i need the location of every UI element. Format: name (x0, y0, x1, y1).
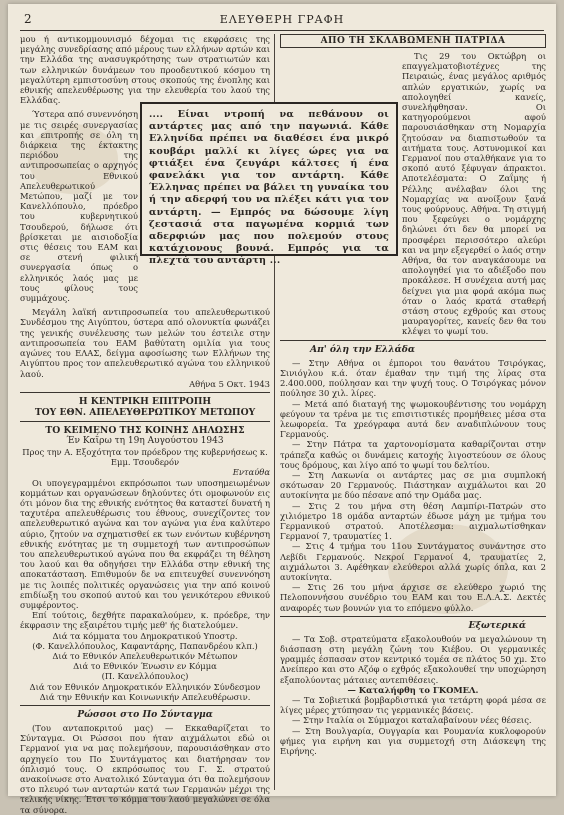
news-headline: — Καταλήφθη το ΓΚΟΜΕΛ. (347, 684, 479, 695)
page-header (8, 10, 556, 28)
section-title: Εξωτερικά (468, 619, 526, 631)
section-rule (20, 421, 270, 422)
section-title: Απ' όλη την Ελλάδα (310, 343, 415, 355)
news-item: — Στις 2 του μήνα στη θέση Λαμπίρι-Πατρών στο χιλιόμετρο 18 ομάδα ανταρτών έδωσε μάχη με τμήμα του Γερμανικού στρατού. Αποτέλεσμα: αιχμαλωτίσθηκαν Γερμανοί 7, τραυματίες 1. (280, 500, 546, 542)
left-paragraph-2: Ύστερα από συνεννόηση με τις σειρές συνεργασίας και επιτροπής σε όλη τη διάρκεια της έκτακτης περιόδου της αντιπροσωπείας ο αρχηγός του Εθνικού Απελευθερωτικού Μετώπου, μαζί με τον Κανελλόπουλο, πρόεδρο του κυβερνητικού Τσουδερού, δήλωσε ότι βρίσκεται με αισιοδοξία στις θέσεις του ΕΑΜ και σε στενή φιλική συνεργασία όπως ο ελληνικός λαός μας με τους φίλους τους συμμάχους. (20, 109, 138, 304)
ce-signatory: (Π. Κανελλόπουλος) (101, 671, 189, 682)
news-item: — Στην Ιταλία οι Σύμμαχοι καταλαβαίνουν νέες θέσεις. (292, 715, 532, 726)
page-number: 2 (24, 12, 33, 26)
section-rule (20, 705, 270, 706)
ce-signatory: Διά τα κόμματα του Δημοκρατικού Υποστρ. (52, 630, 238, 641)
news-item: — Στις 26 του μήνα άρχισε σε ελεύθερο χωριό της Πελοποννήσου συνέδριο του ΕΑΜ και του Ε.Λ.Α.Σ. Δεκτές αναφορές των βουνών για το επόμενο φύλλο. (280, 582, 546, 613)
header-rule (20, 30, 544, 31)
news-item: — Μετά από διαταγή της ψωμοκουβέντισης του νομάρχη φεύγουν τα τρένα με τις επισιτιστικές προμήθειες μέσα στα λεωφορεία. Τα χρεόγραφα αυτά δεν αναδιπλώνουν τους Γερμανούς. (280, 398, 546, 440)
section-rule (280, 340, 546, 341)
ce-title-3: ΤΟ ΚΕΙΜΕΝΟ ΤΗΣ ΚΟΙΝΗΣ ΔΗΛΩΣΗΣ (45, 424, 245, 436)
box-title: ΑΠΟ ΤΗ ΣΚΛΑΒΩΜΕΝΗ ΠΑΤΡΙΔΑ (280, 34, 546, 48)
ce-body: Οι υπογεγραμμένοι εκπρόσωποι των υποσημειωμένων κομμάτων και οργανώσεων δηλούντες ότι ομοφωνούν εις ότι μόνον δια της εθνικής ενότητος θα καταστεί δυνατή η ταχυτέρα απελευθέρωσις του έθνους, συνεχίζοντες τον απελευθερωτικό αγώνα και τον αγώνα για ένα καλύτερο αύριο, ζητούν να σχηματισθεί εκ των ενόντων κυβέρνηση εθνικής ενότητας με τη συμμετοχή των αντιπροσώπων του απελευθερωτικού αγώνα που θα εκφράζει τη θέληση του λαού και θα οδηγήσει την Ελλάδα στην εθνική της αποκατάσταση. Επιθυμούν δε να επιτευχθεί συνεννόηση με τις λοιπές πολιτικές οργανώσεις για την από κοινού επιδίωξη του σκοπού αυτού και του γενικότερου εθνικού συμφέροντος. (20, 477, 270, 610)
ce-signatory: Διά το Εθνικόν Απελευθερωτικόν Μέτωπον (52, 650, 238, 661)
ce-signatory: Διά την Εθνικήν και Κοινωνικήν Απελευθέρωσιν. (39, 691, 251, 702)
sub-heading: Ρώσσοι στο Πο Σύνταγμα (77, 708, 213, 720)
section-rule (20, 392, 270, 393)
ce-signatory: Διά τον Εθνικόν Δημοκρατικόν Ελληνικόν Σύνδεσμον (29, 681, 261, 692)
callout-box: .... Είναι ντροπή να πεθάνουν οι αντάρτες μας από την παγωνιά. Κάθε Ελληνίδα πρέπει να διαθέσει ένα μικρό κουβάρι μαλλί κι λίγες ώρες για να φτιάξει ένα ζευγάρι κάλτσες ή ένα φανελάκι για τον αντάρτη. Κάθε Έλληνας πρέπει να βάλει τη γυναίκα του ή την αδερφή του να πλέξει κάτι για τον αντάρτη. — Εμπρός να δώσουμε λίγη ζεστασιά στα παγωμένα κορμιά των αδερφιών μας που πολεμούν στους κατάχιονους βουνά. Εμπρός για τα πλεχτά του αντάρτη ... (140, 102, 398, 256)
ce-addressee: Προς την Α. Εξοχότητα τον πρόεδρον της κυβερνήσεως κ. Εμμ. Τσουδερόν (22, 446, 268, 468)
masthead-title: ΕΛΕΥΘΕΡΗ ΓΡΑΦΗ (219, 12, 345, 26)
left-paragraph-3: Μεγάλη λαϊκή αντιπροσωπεία του απελευθερωτικού Συνδέσμου της Αιγύπτου, ύστερα από ολονυκτία φωνάζει της γενικής συνέλευσης των μελών του έστειλε στην αντιπροσωπεία του ΕΑΜ βαθύτατη ομιλία για τους αγώνες του ΕΛΑΣ, δείγμα αφοσίωσης των Ελλήνων της Αιγύπτου προς τον απελευθερωτικό αγώνα του ελληνικού λαού. (20, 307, 270, 379)
ce-body-2: Επί τούτοις, δεχθήτε παρακαλούμεν, κ. πρόεδρε, την έκφρασιν της εξαιρέτου τιμής μεθ' ής διατελούμεν. (20, 610, 270, 631)
ce-dateline: Έν Καΐρω τη 19η Αυγούστου 1943 (66, 435, 224, 446)
ce-title-2: ΤΟΥ ΕΘΝ. ΑΠΕΛΕΥΘΕΡΩΤΙΚΟΥ ΜΕΤΩΠΟΥ (34, 406, 256, 418)
right-paragraph-1: Τις 29 του Οκτώβρη οι επαγγελματοβιοτέχνες της Πειραιώς, ένας μεγάλος αριθμός απλών εργατικών, χωρίς να απολογηθεί κανείς, συνελήφθησαν. Οι κατηγορούμενοι αφού παρουσιάσθηκαν στη Νομαρχία ζητούσαν να διαπιστωθούν τα αιτήματα τους. Αστυνομικοί και Γερμανοί που σταλθήκανε για το σκοπό αυτό ξέφυγαν άπρακτοι. Αποτελέσματα: Ο Ζαΐμης ή Ρέλλης ανέλαβαν όλοι της Νομαρχίας να ανοίξουν ξανά τους φούρνους. Αθήνα. Τη στιγμή που ξεφεύγει ο νομάρχης δηλώνει ότι δεν θα μπορεί να προσφέρει περισσότερο αλεύρι και να μην εξεγερθεί ο λαός στην Αθήνα, θα τον αναγκάσουμε να απολογηθεί για το αδιέξοδο που προκάλεσε. Η συνέχεια αυτή μας δείχνει για μια φορά ακόμα πως όταν ο λαός κρατά σταθερή στάση στους εχθρούς και στους μαυραγορίτες, κανείς δεν θα του κλέψει το ψωμί του. (402, 51, 546, 337)
news-item: — Τα Σοβιετικά βομβαρδιστικά για τετάρτη φορά μέσα σε λίγες μέρες χτύπησαν τις γερμανικές βάσεις. (280, 694, 546, 716)
section-rule (280, 616, 546, 617)
news-item: — Στις 4 τμήμα του 11ου Συντάγματος συνάντησε στο Λεβίδι Γερμανούς. Νεκροί Γερμανοί 4, τραυματίες 2, αιχμάλωτοι 3. Αφέθηκαν ελεύθεροι αλλά χωρίς όπλα, και 2 αυτοκίνητα. (280, 541, 546, 582)
ce-title-1: Η ΚΕΝΤΡΙΚΗ ΕΠΙΤΡΟΠΗ (78, 395, 212, 407)
left-paragraph-last: (Του ανταποκριτού μας) — Εκκαθαρίζεται το Σύνταγμα. Οι Ρώσσοι που ήταν αιχμάλωτοι εδώ οι Γερμανοί για να μας πολεμήσουν, παρουσιάσθηκαν στο αρχηγείο του Πο Συντάγματος και διατήρησαν τον όπλισμό τους. Ο εκπρόσωπος του Γ. Σ. στρατού ανακοίνωσε στο Ανατολικό Σύνταγμα ότι θα πολεμήσουν στο πλευρό των ανταρτών κατά των Γερμανών μέχρι της τελικής νίκης. Έτσι το κόμμα του λαού μεγαλώνει σε όλα τα σύνορα. (20, 722, 270, 815)
left-dateline: Αθήνα 5 Οκτ. 1943 (189, 378, 270, 389)
ce-signatory: (Φ. Κανελλόπουλος, Καφαντάρης, Παπανδρέου κλπ.) (32, 640, 258, 651)
news-item: — Στην Αθήνα οι έμποροι του θανάτου Τσιρόγκας, Σινιόγλου κ.ά. όταν έμαθαν την τιμή της λίρας στα 2.400.000, πούλησαν και την ψυχή τους. Ο Τσιρόγκας μόνον πούλησε 30 χιλ. λίρες. (280, 357, 546, 399)
news-item: — Στην Πάτρα τα χαρτονομίσματα καθαρίζονται στην τράπεζα καθώς οι δυνάμεις κατοχής λιγοστεύουν σε όλους τους δρόμους, και λίγο από το ψωμί του δελτίου. (280, 439, 546, 470)
ce-signatory: Διά το Εθνικόν Ένωσιν εν Κόμμα (73, 661, 217, 672)
news-item: — Στη Βουλγαρία, Ουγγαρία και Ρουμανία κυκλοφορούν φήμες για ειρήνη και για συμμετοχή στη Διάσκεψη της Ειρήνης. (280, 725, 546, 756)
left-paragraph-1: μου ή αντικομμουνισμό δέχομαι τις εκφράσεις της μεγάλης συνεδρίασης από μέρους των ελλήνων αρτών και την Ελλάδα της ανασυγκρότησης των στρατιωτών και των ελληνικών δυνάμεων του προοδευτικού κόσμου τη μεγαλύτερη εμπιστοσύνη στους σκοπούς της ένοπλης και εθνικής απελευθέρωσης για την ελευθερία του λαού της Ελλάδας. (20, 34, 270, 106)
newspaper-page (8, 4, 556, 815)
news-item: — Τα Σοβ. στρατεύματα εξακολουθούν να μεγαλώνουν τη διάσπαση στη μεγάλη ζώνη του Κιέβου. Οι γερμανικές γραμμές έσπασαν στον κεντρικό τομέα σε πλάτος 50 χμ. Στο Δνείπερο και στο Αζόφ ο εχθρός εξακολουθεί την υποχώρηση εξαπολύοντας μάταιες αντεπιθέσεις. (280, 633, 546, 685)
news-item: — Στη Λακωνία οι αντάρτες μας σε μια συμπλοκή σκότωσαν 20 Γερμανούς. Πιάστηκαν αιχμάλωτοι και 20 αυτοκίνητα με δύο πέσανε από την Ομάδα μας. (280, 469, 546, 501)
ce-place: Ενταύθα (232, 467, 270, 478)
